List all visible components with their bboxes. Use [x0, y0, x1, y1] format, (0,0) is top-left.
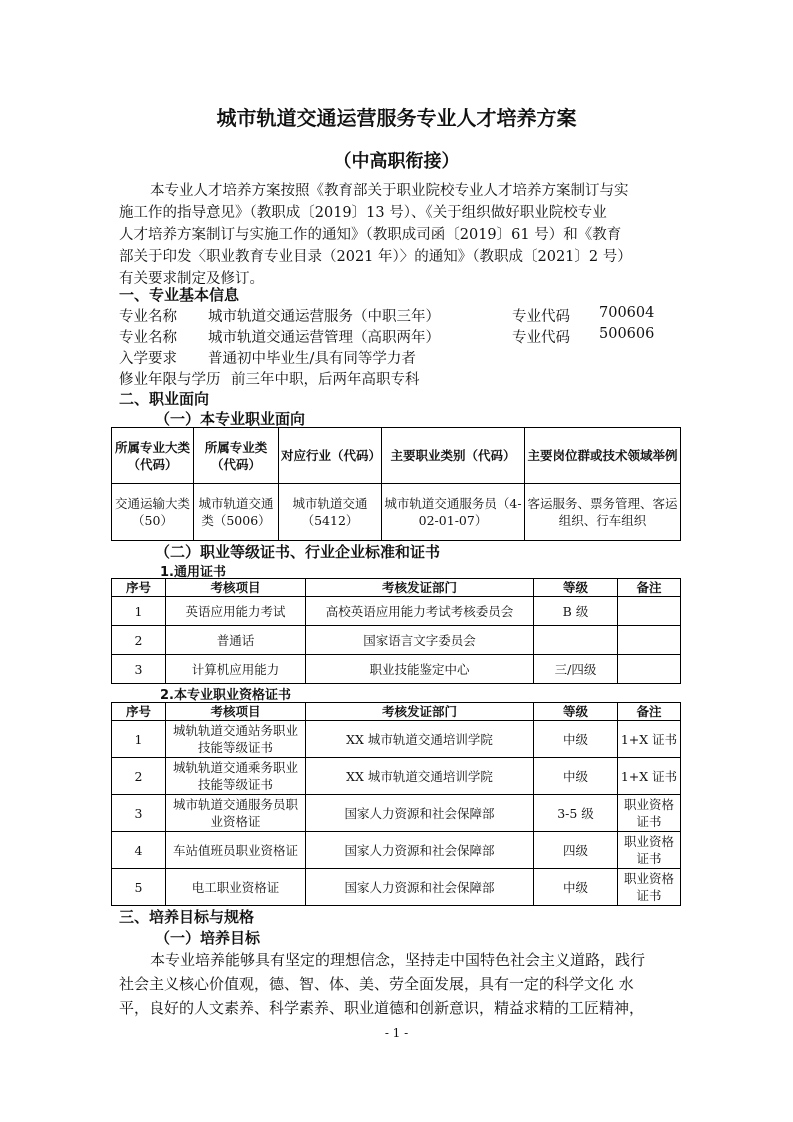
table-cell: 4	[112, 832, 166, 869]
info-label: 专业名称	[119, 309, 177, 325]
table-header-cell: 序号	[112, 703, 166, 721]
major-cert-table	[111, 702, 681, 906]
table-header-cell: 序号	[112, 579, 166, 597]
table-cell: 职业资格证书	[618, 795, 681, 832]
table-cell: 国家语言文字委员会	[306, 626, 534, 655]
table-header-row	[112, 703, 681, 721]
table-cell: 3-5 级	[534, 795, 618, 832]
table-cell: 职业资格证书	[618, 869, 681, 906]
table-cell: 中级	[534, 758, 618, 795]
goal-line: 平，良好的人文素养、科学素养、职业道德和创新意识，精益求精的工匠精神，	[119, 999, 645, 1017]
info-value: 城市轨道交通运营管理（高职两年）	[208, 330, 440, 346]
section2-sub2-heading: （二）职业等级证书、行业企业标准和证书	[155, 543, 441, 561]
table-cell: 3	[112, 795, 166, 832]
info-code-label: 专业代码	[512, 309, 570, 325]
goal-line: 本专业培养能够具有坚定的理想信念，坚持走中国特色社会主义道路，践行	[150, 951, 646, 969]
intro-line: 本专业人才培养方案按照《教育部关于职业院校专业人才培养方案制订与实	[150, 183, 629, 199]
info-label: 入学要求	[119, 351, 177, 367]
career-table	[111, 427, 681, 541]
table-header-cell: 备注	[618, 703, 681, 721]
table-cell	[618, 597, 681, 626]
table-cell: 城市轨道交通服务员（4-02-01-07）	[382, 484, 525, 541]
table-cell: 城市轨道交通（5412）	[279, 484, 382, 541]
intro-line: 部关于印发〈职业教育专业目录（2021 年）〉的通知》（教职成〔2021〕2 号）	[119, 249, 632, 265]
cert1-title: 1.通用证书	[160, 565, 226, 580]
info-code: 500606	[599, 326, 655, 342]
table-cell: 职业资格证书	[618, 832, 681, 869]
table-cell: 国家人力资源和社会保障部	[306, 832, 534, 869]
general-cert-table	[111, 578, 681, 684]
table-row	[112, 832, 681, 869]
table-cell	[618, 626, 681, 655]
table-cell: 城轨轨道交通乘务职业技能等级证书	[166, 758, 306, 795]
table-cell: 电工职业资格证	[166, 869, 306, 906]
table-header-cell: 主要职业类别（代码）	[382, 428, 525, 484]
table-cell: 高校英语应用能力考试考核委员会	[306, 597, 534, 626]
table-cell: XX 城市轨道交通培训学院	[306, 758, 534, 795]
table-cell: 四级	[534, 832, 618, 869]
table-header-cell: 考核项目	[166, 703, 306, 721]
table-cell: 车站值班员职业资格证	[166, 832, 306, 869]
goal-line: 社会主义核心价值观，德、智、体、美、劳全面发展，具有一定的科学文化 水	[119, 975, 634, 993]
section1-heading: 一、专业基本信息	[119, 286, 240, 304]
intro-line: 施工作的指导意见》（教职成〔2019〕13 号）、《关于组织做好职业院校专业	[119, 205, 607, 221]
info-value: 城市轨道交通运营服务（中职三年）	[208, 309, 440, 325]
section2-sub1-heading: （一）本专业职业面向	[155, 410, 306, 428]
page-number: - 1 -	[384, 1026, 409, 1040]
table-row	[112, 758, 681, 795]
table-cell: 2	[112, 626, 166, 655]
intro-line: 人才培养方案制订与实施工作的通知》（教职成司函〔2019〕61 号）和《教育	[119, 227, 622, 243]
table-cell: 城市轨道交通服务员职业资格证	[166, 795, 306, 832]
table-header-cell: 所属专业类（代码）	[194, 428, 279, 484]
table-cell: 交通运输大类（50）	[112, 484, 194, 541]
table-cell	[534, 626, 618, 655]
table-row	[112, 484, 681, 541]
table-cell: 城轨轨道交通站务职业技能等级证书	[166, 721, 306, 758]
table-row	[112, 655, 681, 684]
section2-heading: 二、职业面向	[119, 390, 210, 408]
table-cell: 城市轨道交通类（5006）	[194, 484, 279, 541]
table-cell: 三/四级	[534, 655, 618, 684]
table-header-cell: 备注	[618, 579, 681, 597]
table-cell: 国家人力资源和社会保障部	[306, 869, 534, 906]
document-title: 城市轨道交通运营服务专业人才培养方案	[216, 106, 577, 130]
table-row	[112, 869, 681, 906]
table-header-cell: 主要岗位群或技术领域举例	[525, 428, 681, 484]
table-row	[112, 597, 681, 626]
table-cell: 国家人力资源和社会保障部	[306, 795, 534, 832]
info-label: 专业名称	[119, 330, 177, 346]
table-cell: 英语应用能力考试	[166, 597, 306, 626]
table-cell: 中级	[534, 869, 618, 906]
table-header-cell: 等级	[534, 703, 618, 721]
table-cell: 1	[112, 597, 166, 626]
table-header-cell: 考核项目	[166, 579, 306, 597]
table-cell: 5	[112, 869, 166, 906]
table-row	[112, 626, 681, 655]
info-value: 普通初中毕业生/具有同等学力者	[208, 351, 416, 367]
document-subtitle: （中高职衔接）	[333, 151, 460, 172]
table-header-cell: 考核发证部门	[306, 579, 534, 597]
table-header-cell: 对应行业（代码）	[279, 428, 382, 484]
table-cell: 中级	[534, 721, 618, 758]
table-cell: 计算机应用能力	[166, 655, 306, 684]
goal-paragraph	[119, 948, 675, 1020]
table-header-row	[112, 579, 681, 597]
table-cell: 1+X 证书	[618, 758, 681, 795]
section3-heading: 三、培养目标与规格	[119, 908, 255, 926]
info-code: 700604	[599, 305, 655, 321]
table-cell: 普通话	[166, 626, 306, 655]
info-code-label: 专业代码	[512, 330, 570, 346]
intro-paragraph	[119, 180, 675, 290]
table-cell: 1+X 证书	[618, 721, 681, 758]
cert2-title: 2.本专业职业资格证书	[160, 688, 291, 703]
table-header-cell: 所属专业大类（代码）	[112, 428, 194, 484]
table-cell: 职业技能鉴定中心	[306, 655, 534, 684]
info-label: 修业年限与学历	[119, 372, 221, 388]
table-cell: 2	[112, 758, 166, 795]
table-header-row	[112, 428, 681, 484]
table-cell: B 级	[534, 597, 618, 626]
table-row	[112, 795, 681, 832]
table-cell: 客运服务、票务管理、客运组织、行车组织	[525, 484, 681, 541]
table-header-cell: 等级	[534, 579, 618, 597]
table-header-cell: 考核发证部门	[306, 703, 534, 721]
table-row	[112, 721, 681, 758]
intro-line: 有关要求制定及修订。	[119, 271, 264, 287]
section3-sub1-heading: （一）培养目标	[155, 929, 261, 947]
table-cell: 1	[112, 721, 166, 758]
table-cell: 3	[112, 655, 166, 684]
table-cell: XX 城市轨道交通培训学院	[306, 721, 534, 758]
info-value: 前三年中职，后两年高职专科	[231, 372, 420, 388]
table-cell	[618, 655, 681, 684]
